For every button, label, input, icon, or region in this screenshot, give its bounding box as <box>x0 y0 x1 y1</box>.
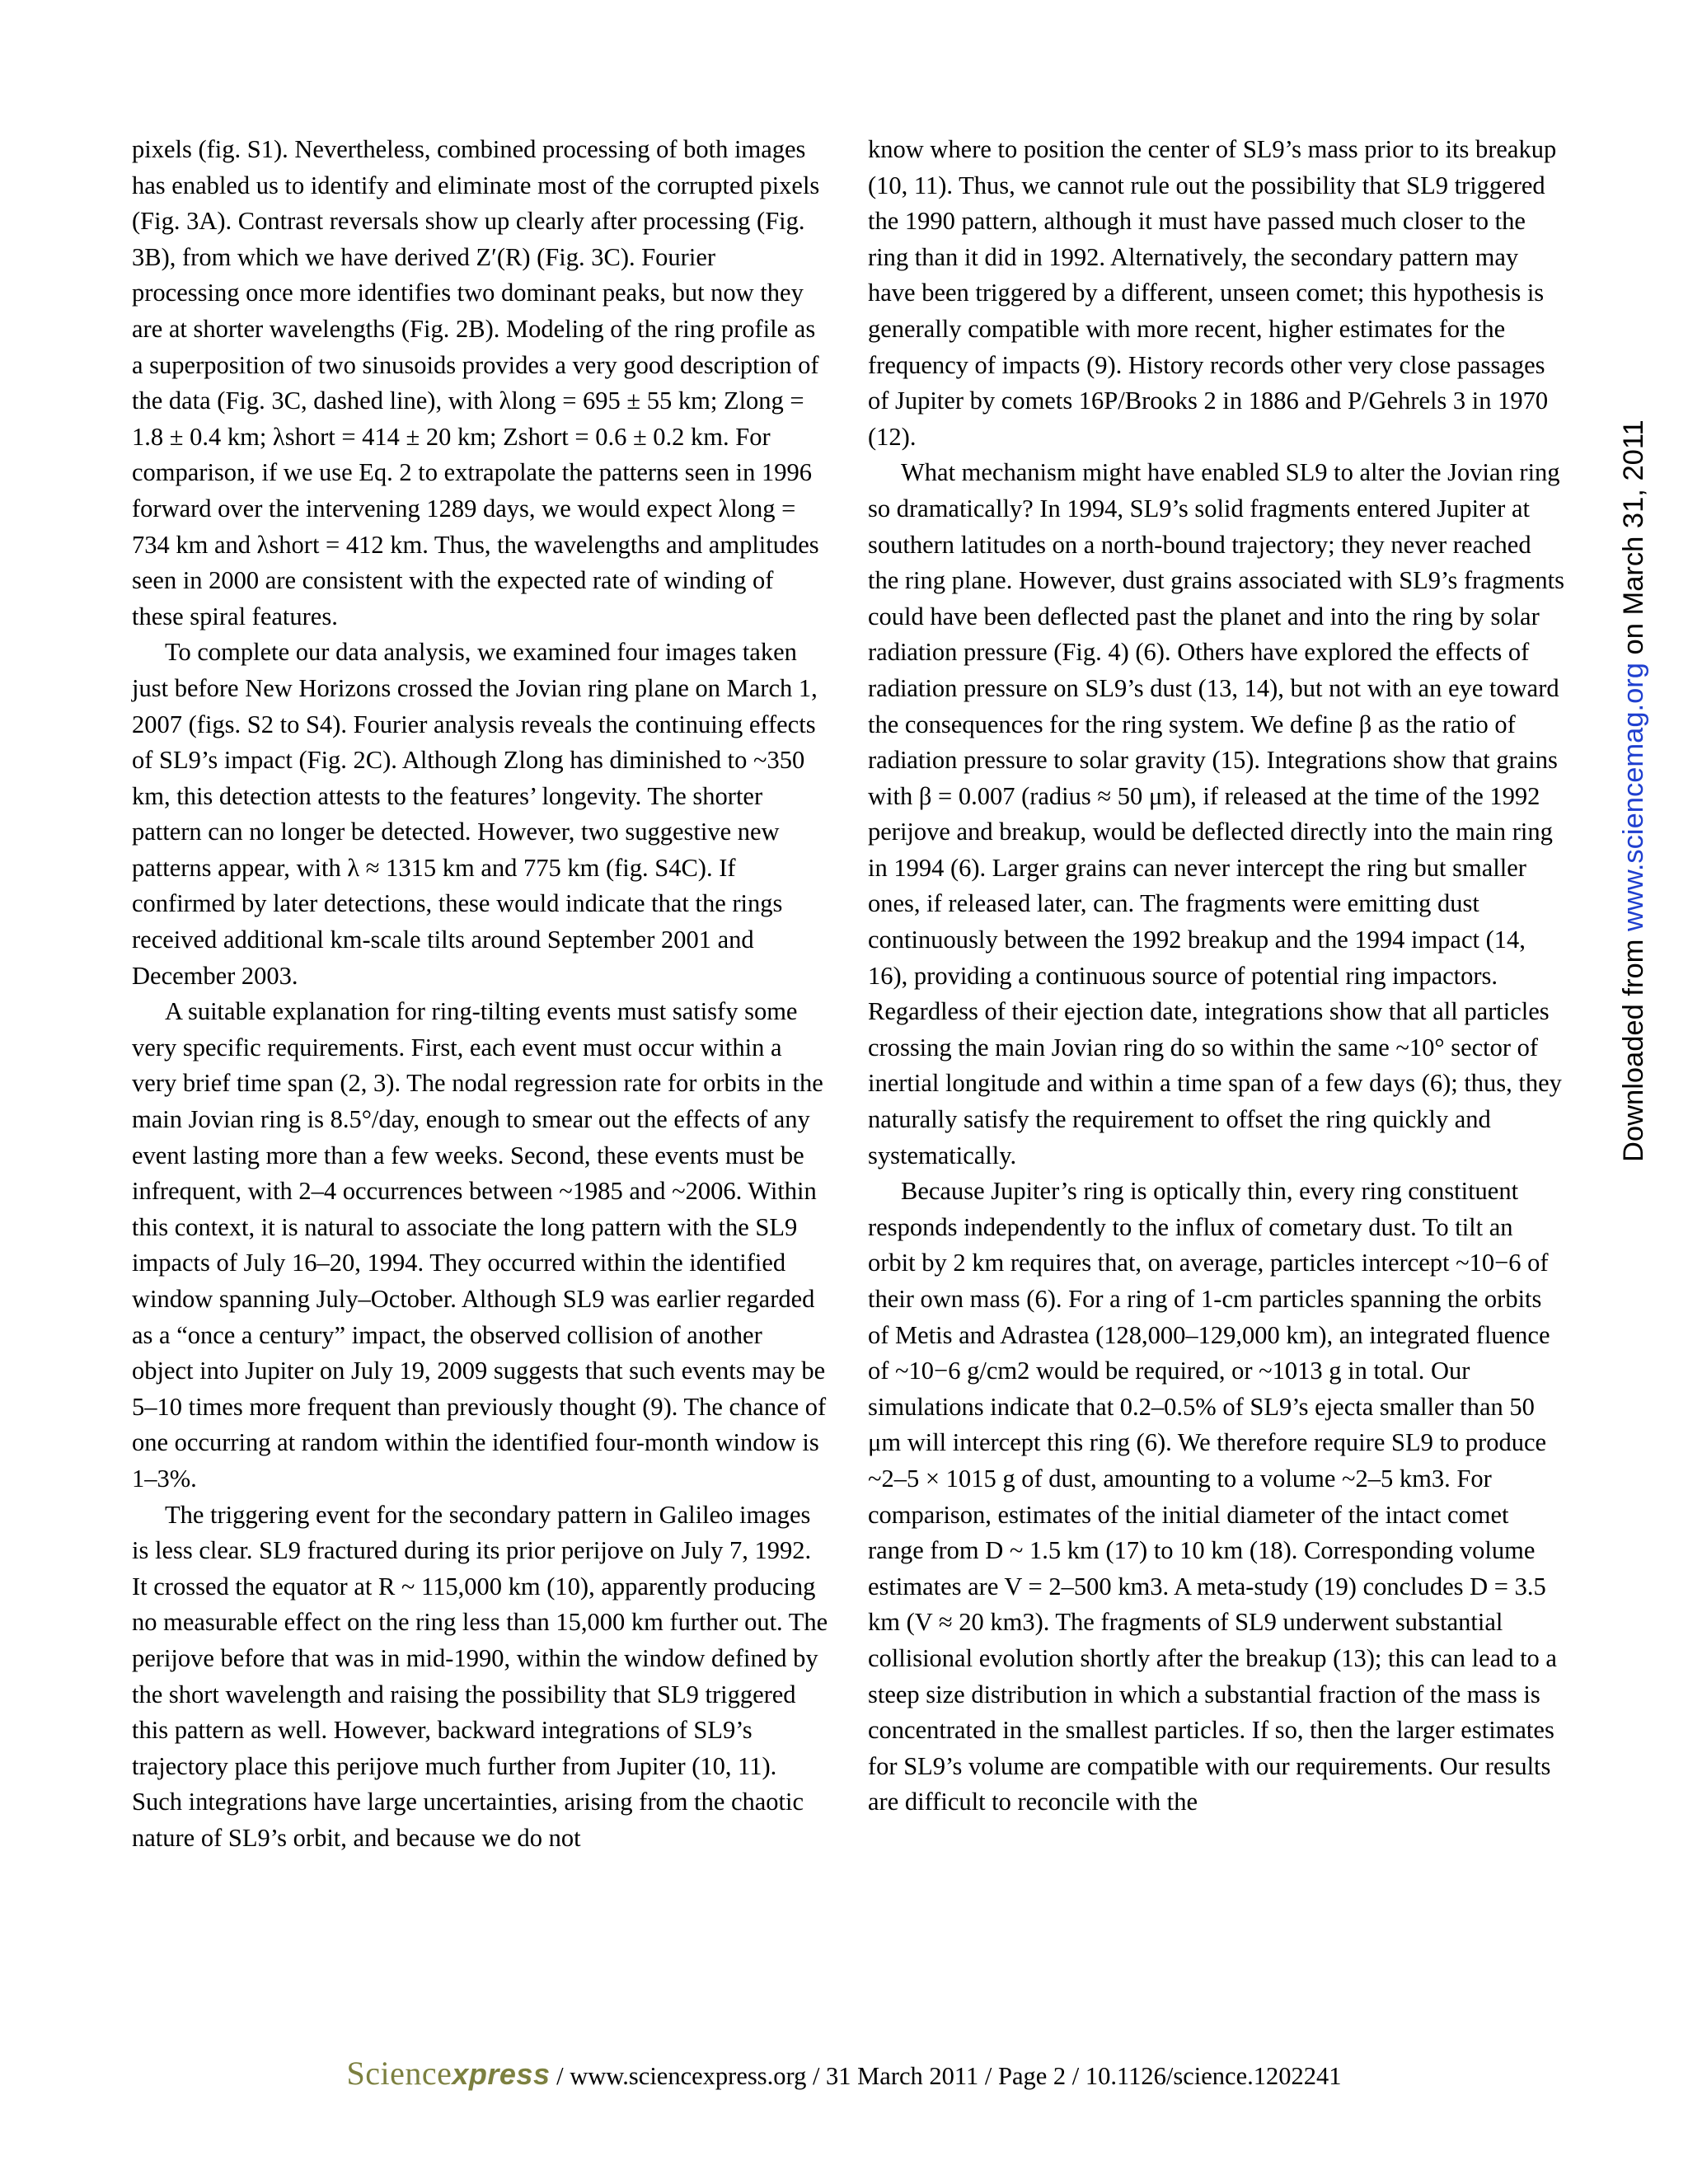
download-notice <box>1618 419 1650 1162</box>
sciencexpress-logo <box>347 2055 551 2092</box>
left-column <box>132 132 828 1857</box>
right-column <box>868 132 1564 1821</box>
logo-science: Science <box>346 2055 452 2092</box>
paragraph: To complete our data analysis, we examined four images taken just before New Horizons crossed the Jovian ring plane on March 1, 2007 (figs. S2 to S4). Fourier analysis reveals the continuing effects of SL9’s impact (Fig. 2C). Although Zlong has diminished to ~350 km, this detection attests to the features’ longevity. The shorter pattern can no longer be detected. However, two suggestive new patterns appear, with λ ≈ 1315 km and 775 km (fig. S4C). If confirmed by later detections, these would indicate that the rings received additional km-scale tilts around September 2001 and December 2003. <box>132 638 818 990</box>
paragraph: The triggering event for the secondary pattern in Galileo images is less clear. SL9 fractured during its prior perijove on July 7, 1992. It crossed the equator at R ~ 115,000 km (10), apparently producing no measurable effect on the ring less than 15,000 km further out. The perijove before that was in mid-1990, within the window defined by the short wavelength and raising the possibility that SL9 triggered this pattern as well. However, backward integrations of SL9’s trajectory place this perijove much further from Jupiter (10, 11). Such integrations have large uncertainties, arising from the chaotic nature of SL9’s orbit, and because we do not <box>132 1500 828 1852</box>
paragraph: A suitable explanation for ring-tilting events must satisfy some very specific requirements. First, each event must occur within a very brief time span (2, 3). The nodal regression rate for orbits in the main Jovian ring is 8.5°/day, enough to smear out the effects of any event lasting more than a few weeks. Second, these events must be infrequent, with 2–4 occurrences between ~1985 and ~2006. Within this context, it is natural to associate the long pattern with the SL9 impacts of July 16–20, 1994. They occurred within the identified window spanning July–October. Although SL9 was earlier regarded as a “once a century” impact, the observed collision of another object into Jupiter on July 19, 2009 suggests that such events may be 5–10 times more frequent than previously thought (9). The chance of one occurring at random within the identified four-month window is 1–3%. <box>132 997 827 1493</box>
download-suffix: on March 31, 2011 <box>1618 419 1649 663</box>
download-prefix: Downloaded from <box>1618 931 1649 1162</box>
sciencemag-link[interactable]: www.sciencemag.org <box>1618 663 1649 932</box>
logo-xpress: xpress <box>452 2057 551 2091</box>
paragraph: Because Jupiter’s ring is optically thin, every ring constituent responds independently to the influx of cometary dust. To tilt an orbit by 2 km requires that, on average, particles intercept ~10−6 of their own mass (6). For a ring of 1-cm particles spanning the orbits of Metis and Adrastea (128,000–129,000 km), an integrated fluence of ~10−6 g/cm2 would be required, or ~1013 g in total. Our simulations indicate that 0.2–0.5% of SL9’s ejecta smaller than 50 μm will intercept this ring (6). We therefore require SL9 to produce ~2–5 × 1015 g of dust, amounting to a volume ~2–5 km3. For comparison, estimates of the initial diameter of the intact comet range from D ~ 1.5 km (17) to 10 km (18). Corresponding volume estimates are V = 2–500 km3. A meta-study (19) concludes D = 3.5 km (V ≈ 20 km3). The fragments of SL9 underwent substantial collisional evolution shortly after the breakup (13); this can lead to a steep size distribution in which a substantial fraction of the mass is concentrated in the smallest particles. If so, then the larger estimates for SL9’s volume are compatible with our requirements. Our results are difficult to reconcile with the <box>868 1177 1557 1816</box>
page-footer <box>0 2054 1688 2093</box>
paragraph: What mechanism might have enabled SL9 to alter the Jovian ring so dramatically? In 1994, SL9’s solid fragments entered Jupiter at southern latitudes on a north-bound trajectory; they never reached the ring plane. However, dust grains associated with SL9’s fragments could have been deflected past the planet and into the ring by solar radiation pressure (Fig. 4) (6). Others have explored the effects of radiation pressure on SL9’s dust (13, 14), but not with an eye toward the consequences for the ring system. We define β as the ratio of radiation pressure to solar gravity (15). Integrations show that grains with β = 0.007 (radius ≈ 50 μm), if released at the time of the 1992 perijove and breakup, would be deflected directly into the main ring in 1994 (6). Larger grains can never intercept the ring but smaller ones, if released later, can. The fragments were emitting dust continuously between the 1992 breakup and the 1994 impact (14, 16), providing a continuous source of potential ring impactors. Regardless of their ejection date, integrations show that all particles crossing the main Jovian ring do so within the same ~10° sector of inertial longitude and within a time span of a few days (6); thus, they naturally satisfy the requirement to offset the ring quickly and systematically. <box>868 458 1564 1169</box>
footer-citation: / www.sciencexpress.org / 31 March 2011 / Page 2 / 10.1126/science.1202241 <box>550 2062 1342 2090</box>
paragraph: pixels (fig. S1). Nevertheless, combined processing of both images has enabled us to identify and eliminate most of the corrupted pixels (Fig. 3A). Contrast reversals show up clearly after processing (Fig. 3B), from which we have derived Z′(R) (Fig. 3C). Fourier processing once more identifies two dominant peaks, but now they are at shorter wavelengths (Fig. 2B). Modeling of the ring profile as a superposition of two sinusoids provides a very good description of the data (Fig. 3C, dashed line), with λlong = 695 ± 55 km; Zlong = 1.8 ± 0.4 km; λshort = 414 ± 20 km; Zshort = 0.6 ± 0.2 km. For comparison, if we use Eq. 2 to extrapolate the patterns seen in 1996 forward over the intervening 1289 days, we would expect λlong = 734 km and λshort = 412 km. Thus, the wavelengths and amplitudes seen in 2000 are consistent with the expected rate of winding of these spiral features. <box>132 135 820 630</box>
paragraph: know where to position the center of SL9’s mass prior to its breakup (10, 11). Thus, we cannot rule out the possibility that SL9 triggered the 1990 pattern, although it must have passed much closer to the ring than it did in 1992. Alternatively, the secondary pattern may have been triggered by a different, unseen comet; this hypothesis is generally compatible with more recent, higher estimates for the frequency of impacts (9). History records other very close passages of Jupiter by comets 16P/Brooks 2 in 1886 and P/Gehrels 3 in 1970 (12). <box>868 135 1557 451</box>
